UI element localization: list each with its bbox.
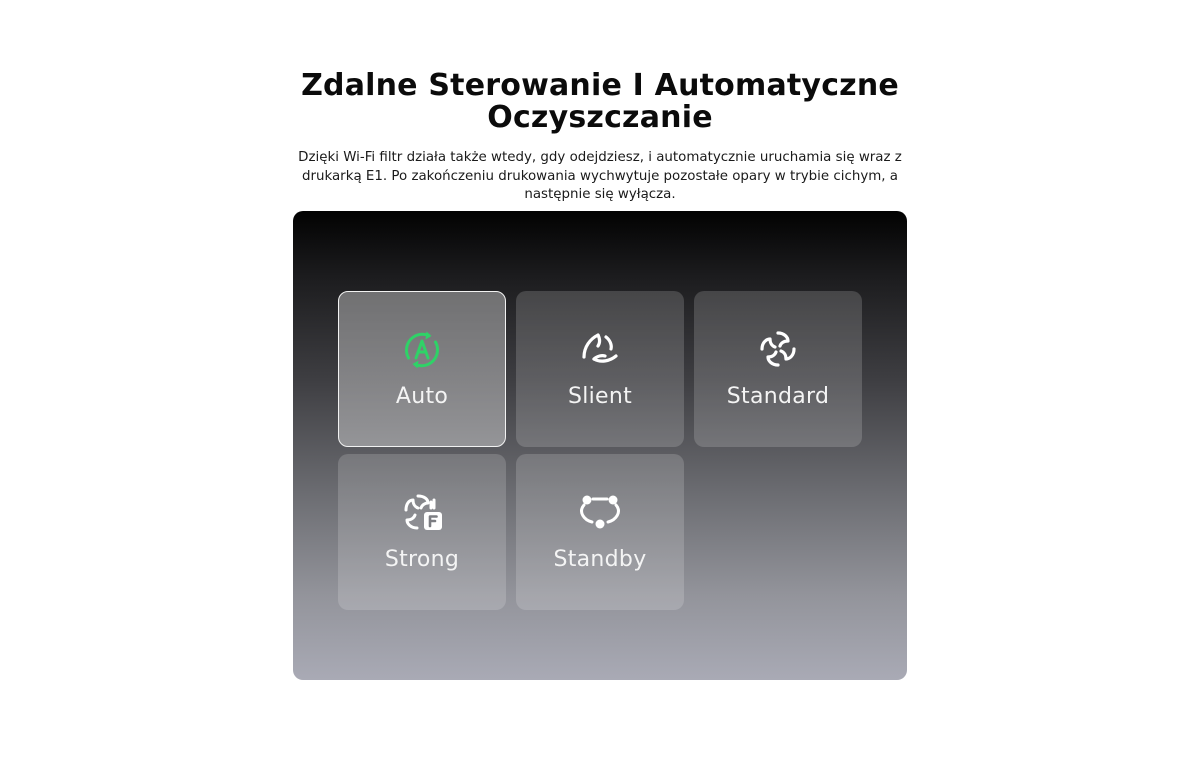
standby-icon	[576, 488, 624, 536]
mode-tile-standard[interactable]	[694, 291, 862, 447]
strong-fan-icon	[398, 488, 446, 536]
page-title: Zdalne Sterowanie I Automatyczne Oczyszczanie	[301, 68, 899, 135]
mode-label: Strong	[384, 547, 460, 572]
mode-label: Standby	[553, 547, 647, 572]
mode-label: Auto	[395, 384, 449, 409]
mode-label: Slient	[567, 384, 633, 409]
silent-fan-icon	[576, 325, 624, 373]
page-description: Dzięki Wi-Fi filtr działa także wtedy, gdy odejdziesz, i automatycznie uruchamia się wraz z drukarką E1. Po zakończeniu drukowania wychwytuje pozostałe opary w trybie cichym, a następnie się wyłącza.	[298, 150, 902, 202]
mode-label: Standard	[726, 384, 830, 409]
auto-mode-icon	[398, 326, 446, 374]
mode-tile-standby[interactable]	[516, 454, 684, 610]
mode-tile-auto[interactable]	[338, 291, 506, 447]
standard-fan-icon	[754, 325, 802, 373]
mode-panel	[293, 211, 907, 680]
mode-tile-strong[interactable]	[338, 454, 506, 610]
mode-tile-silent[interactable]	[516, 291, 684, 447]
